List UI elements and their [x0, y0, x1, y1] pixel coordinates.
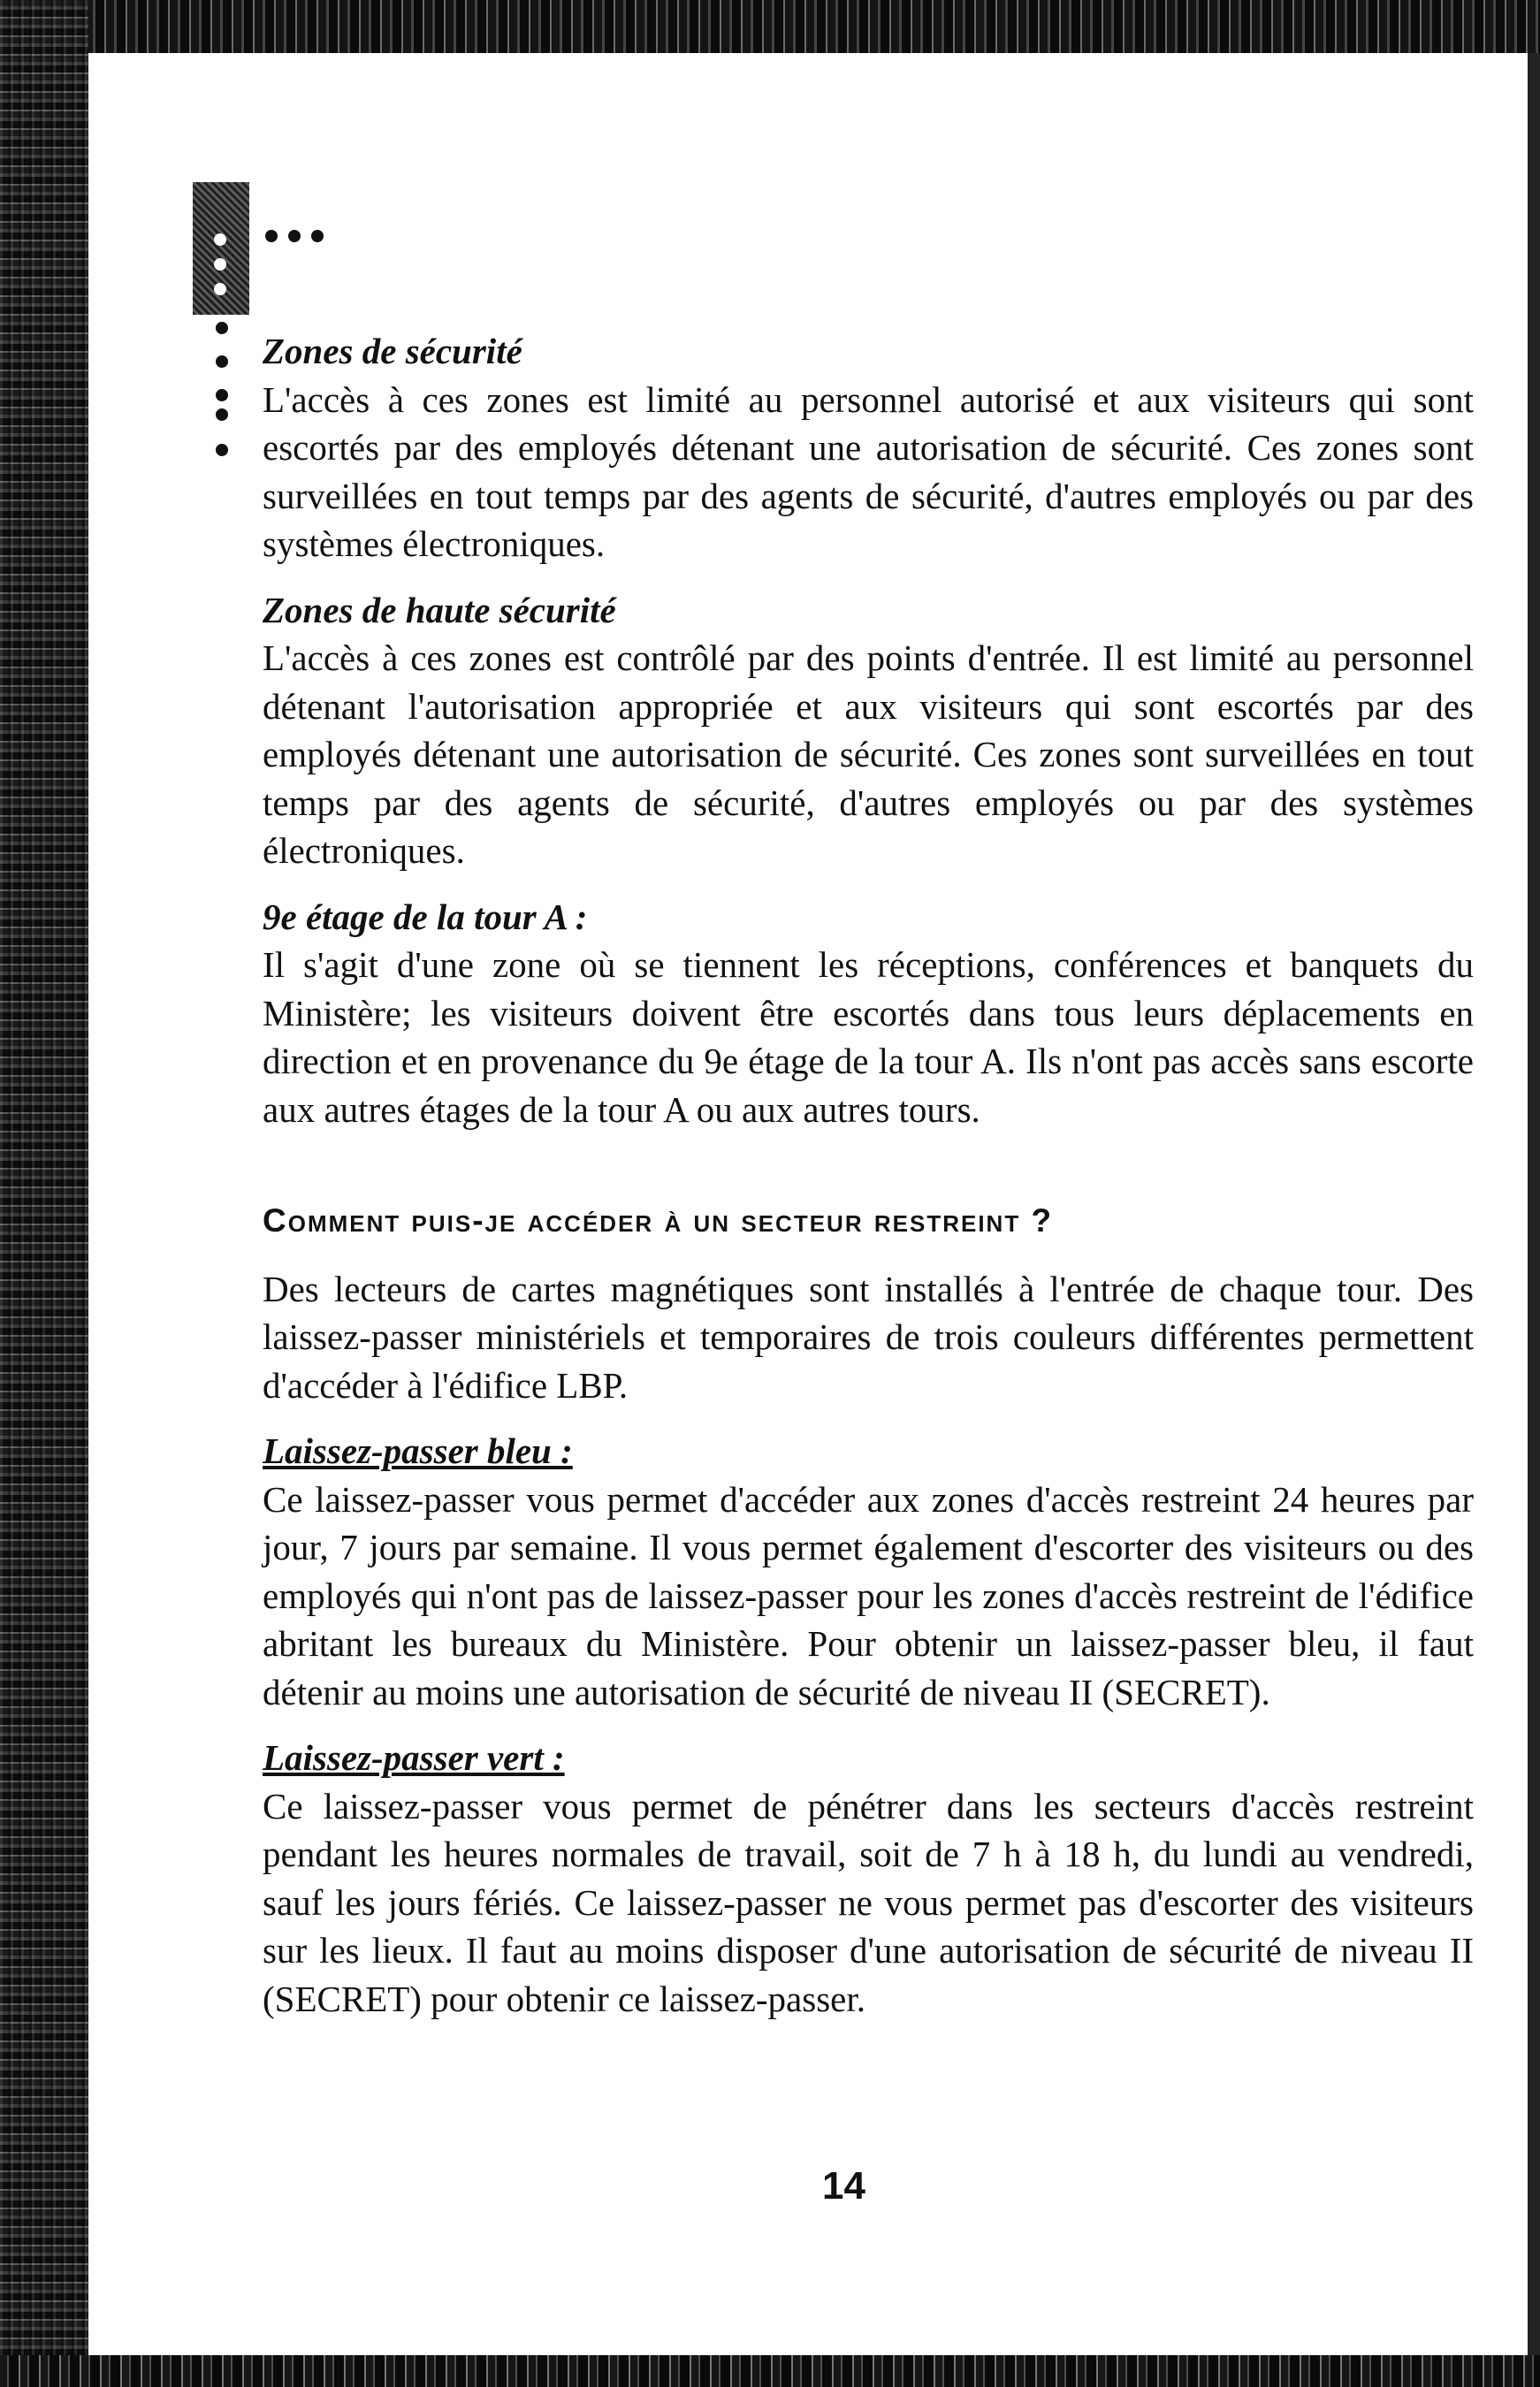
section-body: L'accès à ces zones est limité au personnel autorisé et aux visiteurs qui sont escortés par des employés détenant une autorisation de sécurité. Ces zones sont surveillées en tout temps par des agents de sécurité, d'autres employés ou par des systèmes électroniques. [263, 378, 1474, 564]
ornament-dot [214, 283, 226, 295]
ornament-dot [216, 389, 228, 401]
ornament-dot [216, 322, 228, 334]
section-9e-etage [263, 893, 1474, 1134]
scan-border-right [1528, 53, 1540, 2355]
section-zones-securite [263, 327, 1474, 568]
ornament-dot [288, 230, 301, 242]
ornament-dot [216, 408, 228, 421]
section-title: 9e étage de la tour A : [263, 896, 588, 937]
ornament-dot [214, 233, 226, 246]
pass-green [263, 1734, 1474, 2023]
intro-text: Des lecteurs de cartes magnétiques sont installés à l'entrée de chaque tour. Des laissez-passer ministériels et temporaires de trois couleurs différentes permettent d'accéder à l'édifice LBP. [263, 1268, 1474, 1406]
pass-body: Ce laissez-passer vous permet de pénétrer dans les secteurs d'accès restreint pendant les heures normales de travail, soit de 7 h à 18 h, du lundi au vendredi, sauf les jours fériés. Ce laissez-passer ne vous permet pas d'escorter des visiteurs sur les lieux. Il faut au moins disposer d'une autorisation de sécurité de niveau II (SECRET) pour obtenir ce laissez-passer. [263, 1785, 1474, 2019]
pass-blue [263, 1427, 1474, 1716]
section-heading: Comment puis-je accéder à un secteur restreint ? [263, 1202, 1054, 1239]
section-zones-haute-securite [263, 586, 1474, 875]
scan-border-bottom [0, 2355, 1540, 2387]
ornament-dot [311, 230, 324, 242]
pass-body: Ce laissez-passer vous permet d'accéder aux zones d'accès restreint 24 heures par jour, 7 jours par semaine. Il vous permet également d'escorter des visiteurs ou des employés qui n'ont pas de laissez-passer pour les zones d'accès restreint de l'édifice abritant les bureaux du Ministère. Pour obtenir un laissez-passer bleu, il faut détenir au moins une autorisation de sécurité de niveau II (SECRET). [263, 1478, 1474, 1712]
ornament-dot [214, 258, 226, 271]
document-body [263, 327, 1474, 2040]
pass-title: Laissez-passer vert : [263, 1737, 565, 1778]
section-body: L'accès à ces zones est contrôlé par des points d'entrée. Il est limité au personnel détenant l'autorisation appropriée et aux visiteurs qui sont escortés par des employés détenant une autorisation de sécurité. Ces zones sont surveillées en tout temps par des agents de sécurité, d'autres employés ou par des systèmes électroniques. [263, 637, 1474, 871]
scan-border-left [0, 0, 88, 2387]
page-number: 14 [822, 2164, 865, 2208]
scan-border-top [0, 0, 1540, 53]
section-body: Il s'agit d'une zone où se tiennent les réceptions, conférences et banquets du Ministère; les visiteurs doivent être escortés dans tous leurs déplacements en direction et en provenance du 9e étage de la tour A. Ils n'ont pas accès sans escorte aux autres étages de la tour A ou aux autres tours. [263, 944, 1474, 1130]
section-title: Zones de haute sécurité [263, 589, 616, 630]
ornament-dot [265, 230, 278, 242]
section-title: Zones de sécurité [263, 331, 522, 371]
ornament-dot [216, 444, 228, 456]
intro-paragraph [263, 1265, 1474, 1410]
ornament-dot [216, 355, 228, 368]
pass-title: Laissez-passer bleu : [263, 1430, 573, 1471]
